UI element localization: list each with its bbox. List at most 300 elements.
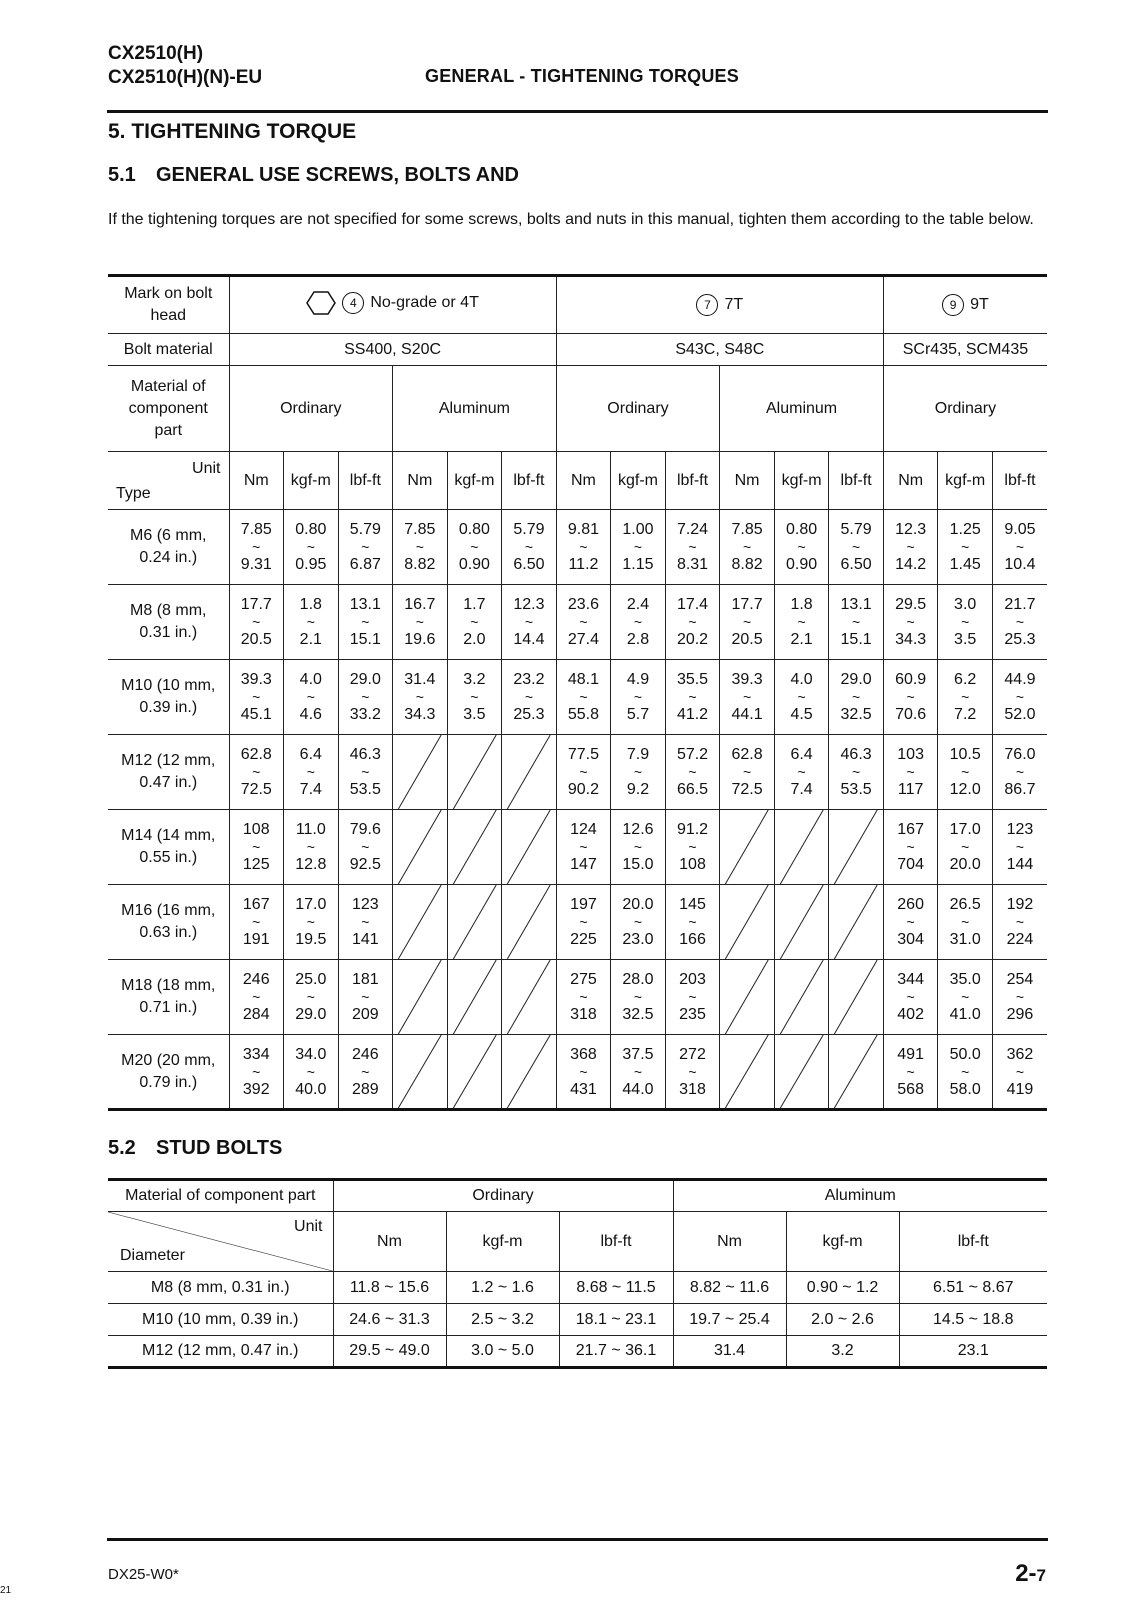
torque-min: 334 [242,1045,270,1063]
unit-header-cell: kgf-m [774,452,829,510]
not-applicable-cell [447,1035,502,1110]
subsection-number: 5.2 [108,1137,136,1159]
torque-min: 246 [351,1045,379,1063]
torque-row [108,1035,1047,1110]
not-applicable-cell [774,1035,829,1110]
range-tilde: ~ [1015,1063,1025,1080]
torque-max: 32.5 [840,706,872,723]
stud-unit-cell: Nm [673,1212,786,1272]
torque-min: 203 [679,971,706,988]
not-applicable-cell [774,960,829,1035]
torque-max: 7.4 [790,781,813,798]
torque-value-cell [393,660,448,735]
torque-value-cell [284,735,339,810]
range-tilde: ~ [852,539,861,555]
torque-min: 17.4 [676,596,709,613]
torque-max: 31.0 [949,931,981,948]
torque-min: 13.1 [840,596,872,613]
torque-min: 39.3 [731,671,763,688]
torque-value-cell [611,810,666,885]
range-tilde: ~ [252,539,261,555]
torque-min: 25.0 [295,971,327,988]
bolt-type-cell [108,510,229,585]
torque-min: 5.79 [513,521,545,538]
range-tilde: ~ [1015,539,1025,555]
mark-label: 9T [970,296,989,313]
slash-line [502,810,556,884]
torque-value-cell [774,585,829,660]
bolt-type-line2: 0.24 in.) [139,549,198,566]
slash-line [720,960,774,1034]
stud-value-cell: 14.5 ~ 18.8 [899,1304,1047,1336]
range-tilde: ~ [906,689,915,705]
torque-value-cell [883,810,938,885]
torque-value-cell [774,660,829,735]
mark-7t-cell [556,276,883,334]
torque-value-cell [938,885,993,960]
torque-max: 225 [570,931,597,948]
material-cell: Aluminum [393,366,557,452]
component-material-row [108,366,1047,452]
torque-min: 5.79 [840,521,872,538]
torque-value-cell [665,810,720,885]
stud-value-cell: 8.68 ~ 11.5 [559,1272,673,1304]
bolt-type-line2: 0.63 in.) [139,924,198,941]
bolt-type-cell [108,735,229,810]
bolt-type-line1: M20 (20 mm, [121,1051,216,1069]
bolt-type-cell [108,1035,229,1110]
torque-value-cell [611,885,666,960]
torque-value-cell [556,885,611,960]
range-tilde: ~ [742,764,752,780]
torque-row [108,810,1047,885]
torque-min: 10.5 [949,746,981,763]
range-tilde: ~ [852,614,861,630]
range-tilde: ~ [470,539,479,555]
torque-min: 48.1 [567,671,600,688]
torque-max: 1.15 [622,556,654,573]
torque-max: 44.0 [622,1080,654,1098]
torque-max: 53.5 [840,781,872,798]
material-cell: Ordinary [883,366,1047,452]
stud-diameter-cell: M10 (10 mm, 0.39 in.) [108,1304,333,1336]
range-tilde: ~ [579,539,588,555]
torque-min: 1.7 [463,596,486,613]
torque-value-cell [338,735,393,810]
torque-value-cell [229,1035,284,1110]
bolt-type-cell [108,585,229,660]
range-tilde: ~ [252,689,261,705]
stud-value-cell: 31.4 [673,1336,786,1368]
torque-max: 45.1 [240,706,272,723]
stud-value-cell: 0.90 ~ 1.2 [786,1272,899,1304]
torque-min: 29.5 [895,596,927,613]
torque-min: 23.6 [567,596,600,613]
material-label-line2: component [128,399,208,417]
torque-max: 9.31 [240,556,272,573]
range-tilde: ~ [906,839,915,855]
range-tilde: ~ [633,764,643,780]
torque-value-cell [338,885,393,960]
bolt-type-cell [108,810,229,885]
torque-value-cell [720,585,775,660]
model-line-2: CX2510(H)(N)-EU [108,67,263,88]
bolt-type-line1: M10 (10 mm, [121,677,216,694]
material-label-line1: Material of [130,377,206,395]
torque-min: 12.3 [513,596,545,613]
slash-line [393,810,447,884]
unit-type-cell [108,452,229,510]
range-tilde: ~ [361,1063,370,1080]
torque-value-cell [829,735,884,810]
range-tilde: ~ [797,614,806,630]
range-tilde: ~ [361,914,370,930]
torque-max: 4.5 [790,706,813,723]
torque-max: 0.90 [786,556,818,573]
torque-min: 7.9 [626,746,650,763]
torque-min: 167 [242,896,270,913]
torque-max: 568 [897,1080,924,1098]
torque-max: 70.6 [895,706,927,723]
torque-max: 72.5 [240,781,272,798]
stud-unit-cell: Nm [333,1212,446,1272]
torque-min: 123 [1006,821,1034,838]
torque-min: 16.7 [404,596,436,613]
torque-max: 34.3 [895,631,927,648]
torque-max: 10.4 [1004,556,1036,573]
stud-unit-row [108,1212,1047,1272]
slash-line [448,1035,502,1108]
range-tilde: ~ [688,764,697,780]
unit-header-cell: kgf-m [447,452,502,510]
torque-value-cell [883,1035,938,1110]
slash-line [720,885,774,959]
torque-min: 6.2 [954,671,977,688]
slash-line [775,885,829,959]
not-applicable-cell [774,885,829,960]
range-tilde: ~ [470,689,479,705]
type-label: Type [116,485,151,502]
stud-value-cell: 3.2 [786,1336,899,1368]
header-section-title: GENERAL - TIGHTENING TORQUES [425,66,739,86]
range-tilde: ~ [306,914,315,930]
torque-min: 4.9 [626,671,650,688]
page-number [1015,1560,1046,1588]
torque-value-cell [992,960,1047,1035]
slash-line [393,885,447,959]
torque-min: 46.3 [840,746,872,763]
torque-value-cell [829,585,884,660]
range-tilde: ~ [961,914,970,930]
torque-max: 4.6 [299,706,322,723]
torque-max: 392 [242,1080,270,1098]
torque-value-cell [992,885,1047,960]
torque-min: 1.8 [790,596,813,613]
bolt-type-line1: M16 (16 mm, [121,902,216,919]
range-tilde: ~ [579,764,588,780]
range-tilde: ~ [688,614,697,630]
unit-header-cell: lbf-ft [665,452,720,510]
torque-value-cell [611,585,666,660]
torque-max: 8.82 [731,556,763,573]
torque-max: 3.5 [954,631,977,648]
not-applicable-cell [447,885,502,960]
slash-line [448,960,502,1034]
not-applicable-cell [502,810,557,885]
stud-value-cell: 8.82 ~ 11.6 [673,1272,786,1304]
torque-value-cell [720,735,775,810]
torque-value-cell [992,1035,1047,1110]
torque-max: 402 [897,1006,924,1023]
torque-min: 1.25 [949,521,981,538]
torque-min: 17.7 [240,596,272,613]
range-tilde: ~ [306,689,315,705]
not-applicable-cell [720,1035,775,1110]
torque-min: 20.0 [622,896,654,913]
not-applicable-cell [502,735,557,810]
torque-value-cell [393,510,448,585]
torque-value-cell [284,660,339,735]
slash-line [720,1035,774,1108]
page-major: 2- [1015,1560,1037,1587]
range-tilde: ~ [252,914,261,930]
torque-min: 21.7 [1004,596,1036,613]
slash-line [448,885,502,959]
torque-min: 1.00 [622,521,654,538]
torque-value-cell [665,1035,720,1110]
torque-min: 108 [242,821,270,838]
stud-value-cell: 21.7 ~ 36.1 [559,1336,673,1368]
torque-min: 181 [351,971,379,988]
torque-value-cell [502,510,557,585]
torque-value-cell [611,1035,666,1110]
range-tilde: ~ [361,614,370,630]
torque-min: 491 [897,1045,924,1063]
range-tilde: ~ [361,764,370,780]
range-tilde: ~ [579,689,588,705]
torque-min: 39.3 [240,671,272,688]
torque-max: 0.90 [458,556,490,573]
mark-label-cell [108,276,229,334]
bolt-material-cell: SCr435, SCM435 [883,334,1047,366]
torque-max: 33.2 [349,706,381,723]
model-names [108,42,262,90]
torque-value-cell [938,960,993,1035]
range-tilde: ~ [579,914,588,930]
torque-max: 191 [242,931,270,948]
mark-9t-cell [883,276,1047,334]
torque-min: 2.4 [626,596,650,613]
torque-min: 7.85 [404,521,436,538]
not-applicable-cell [829,960,884,1035]
torque-max: 7.2 [954,706,977,723]
intro-paragraph: If the tightening torques are not specified for some screws, bolts and nuts in this manual, tighten them according to the table below. [108,211,1034,228]
torque-value-cell [611,735,666,810]
torque-value-cell [393,585,448,660]
torque-min: 368 [570,1045,597,1063]
torque-value-cell [611,660,666,735]
torque-max: 25.3 [1004,631,1036,648]
torque-value-cell [338,1035,393,1110]
torque-max: 90.2 [567,781,600,798]
torque-value-cell [938,1035,993,1110]
torque-max: 9.2 [626,781,650,798]
torque-min: 17.7 [731,596,763,613]
not-applicable-cell [447,960,502,1035]
torque-value-cell [229,810,284,885]
subsection-title-1 [108,164,519,187]
range-tilde: ~ [524,539,534,555]
mark-label-line2: head [150,307,187,324]
not-applicable-cell [447,735,502,810]
torque-max: 25.3 [513,706,545,723]
unit-header-cell: lbf-ft [992,452,1047,510]
stud-value-cell: 19.7 ~ 25.4 [673,1304,786,1336]
torque-max: 6.50 [840,556,872,573]
torque-max: 34.3 [404,706,436,723]
torque-value-cell [284,960,339,1035]
stud-value-cell: 2.5 ~ 3.2 [446,1304,559,1336]
torque-min: 6.4 [790,746,813,763]
stud-value-cell: 23.1 [899,1336,1047,1368]
stud-value-cell: 29.5 ~ 49.0 [333,1336,446,1368]
bolt-type-cell [108,885,229,960]
torque-value-cell [556,735,611,810]
torque-min: 344 [897,971,924,988]
torque-min: 254 [1006,971,1034,988]
torque-value-cell [611,960,666,1035]
torque-min: 7.85 [731,521,763,538]
torque-value-cell [556,810,611,885]
not-applicable-cell [720,885,775,960]
torque-min: 6.4 [299,746,322,763]
range-tilde: ~ [361,539,370,555]
stud-unit-cell: lbf-ft [899,1212,1047,1272]
torque-min: 50.0 [949,1045,981,1063]
range-tilde: ~ [252,614,261,630]
torque-min: 26.5 [949,896,981,913]
not-applicable-cell [502,960,557,1035]
torque-max: 224 [1006,931,1034,948]
torque-value-cell [938,660,993,735]
torque-value-cell [611,510,666,585]
torque-min: 60.9 [895,671,927,688]
torque-value-cell [992,810,1047,885]
range-tilde: ~ [797,539,806,555]
torque-max: 141 [351,931,379,948]
range-tilde: ~ [579,1063,588,1080]
range-tilde: ~ [961,614,970,630]
slash-line [775,810,829,884]
torque-value-cell [883,885,938,960]
range-tilde: ~ [252,989,261,1005]
torque-value-cell [938,585,993,660]
range-tilde: ~ [1015,689,1025,705]
torque-min: 124 [570,821,597,838]
slash-line [829,1035,883,1108]
unit-header-cell: Nm [720,452,775,510]
torque-value-cell [447,585,502,660]
torque-max: 58.0 [949,1080,981,1098]
range-tilde: ~ [252,839,261,855]
torque-max: 44.1 [731,706,763,723]
torque-max: 318 [570,1006,597,1023]
torque-value-cell [447,660,502,735]
unit-label: Unit [294,1218,323,1235]
subsection-text: GENERAL USE SCREWS, BOLTS AND [156,164,519,186]
stud-row [108,1272,1047,1304]
torque-min: 13.1 [349,596,381,613]
torque-min: 7.85 [240,521,272,538]
torque-value-cell [829,660,884,735]
torque-min: 0.80 [295,521,327,538]
bolt-type-line2: 0.39 in.) [139,699,198,716]
torque-value-cell [556,585,611,660]
torque-min: 29.0 [349,671,381,688]
range-tilde: ~ [361,689,370,705]
torque-min: 62.8 [240,746,272,763]
torque-value-cell [883,735,938,810]
range-tilde: ~ [1015,914,1025,930]
bolt-type-line2: 0.55 in.) [139,849,198,866]
torque-min: 3.0 [954,596,977,613]
range-tilde: ~ [906,914,915,930]
torque-value-cell [556,960,611,1035]
torque-max: 20.2 [676,631,709,648]
slash-line [393,735,447,809]
bolt-type-line2: 0.31 in.) [139,624,198,641]
slash-line [720,810,774,884]
range-tilde: ~ [906,539,915,555]
torque-value-cell [229,585,284,660]
not-applicable-cell [720,810,775,885]
torque-value-cell [229,885,284,960]
range-tilde: ~ [306,1063,315,1080]
torque-min: 31.4 [404,671,436,688]
range-tilde: ~ [797,689,806,705]
torque-max: 55.8 [567,706,600,723]
bolt-material-cell: SS400, S20C [229,334,556,366]
torque-min: 35.0 [949,971,981,988]
bolt-type-line1: M14 (14 mm, [121,827,216,844]
range-tilde: ~ [306,839,315,855]
edge-number: 21 [0,1585,12,1596]
torque-max: 8.82 [404,556,436,573]
range-tilde: ~ [633,1063,643,1080]
range-tilde: ~ [252,1063,261,1080]
torque-max: 2.8 [626,631,650,648]
torque-min: 77.5 [567,746,600,763]
torque-min: 275 [570,971,597,988]
unit-header-cell: lbf-ft [829,452,884,510]
range-tilde: ~ [415,689,424,705]
torque-value-cell [992,660,1047,735]
torque-min: 5.79 [349,521,381,538]
slash-line [775,960,829,1034]
range-tilde: ~ [961,689,970,705]
diameter-label: Diameter [120,1247,185,1264]
torque-value-cell [883,660,938,735]
range-tilde: ~ [852,689,861,705]
torque-max: 11.2 [568,556,599,573]
range-tilde: ~ [742,539,752,555]
torque-value-cell [720,660,775,735]
torque-min: 46.3 [349,746,381,763]
stud-row [108,1304,1047,1336]
torque-value-cell [992,735,1047,810]
torque-value-cell [338,585,393,660]
not-applicable-cell [393,810,448,885]
